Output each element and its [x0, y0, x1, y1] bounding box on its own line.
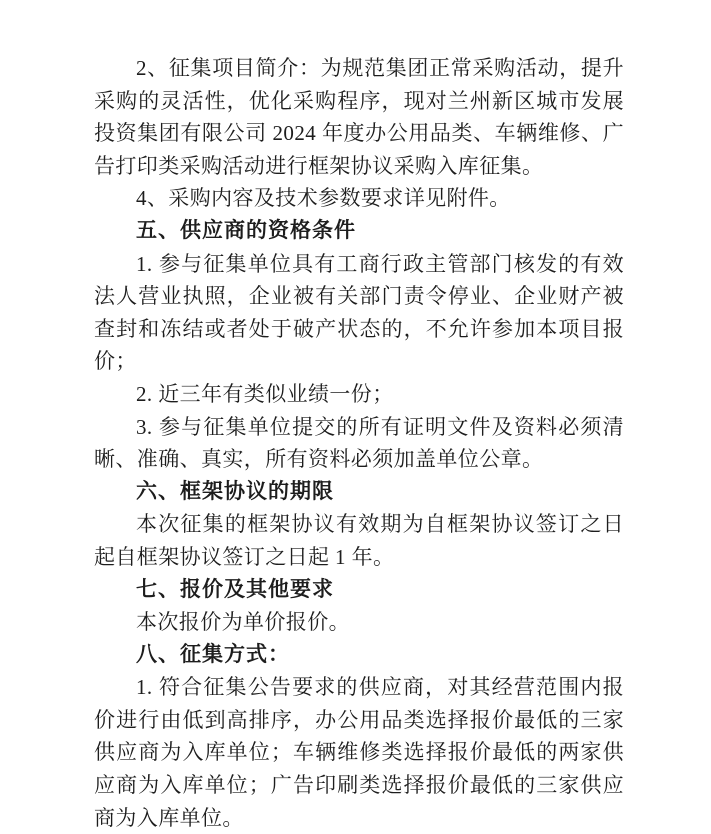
heading-framework-agreement-term: 六、框架协议的期限 — [136, 479, 334, 503]
paragraph-qualification-2: 2. 近三年有类似业绩一份； — [136, 381, 394, 406]
heading-quotation-requirements: 七、报价及其他要求 — [136, 577, 334, 601]
heading-solicitation-method: 八、征集方式： — [136, 642, 290, 666]
paragraph-procurement-content: 4、采购内容及技术参数要求详见附件。 — [136, 186, 511, 211]
paragraph-agreement-term: 本次征集的框架协议有效期为自框架协议签订之日起自框架协议签订之日起 1 年。 — [94, 512, 624, 569]
paragraph-project-intro: 2、征集项目简介：为规范集团正常采购活动，提升采购的灵活性，优化采购程序，现对兰州新区城市发展投资集团有限公司 2024 年度办公用品类、车辆维修、广告打印类采购活动进行框架协议采购入库征集。 — [94, 56, 624, 178]
paragraph-qualification-3: 3. 参与征集单位提交的所有证明文件及资料必须清晰、准确、真实，所有资料必须加盖单位公章。 — [94, 414, 624, 472]
paragraph-quotation-type: 本次报价为单价报价。 — [136, 610, 350, 635]
paragraph-solicitation-ranking: 1. 符合征集公告要求的供应商，对其经营范围内报价进行由低到高排序，办公用品类选择报价最低的三家供应商为入库单位；车辆维修类选择报价最低的两家供应商为入库单位；广告印刷类选择报价最低的三家供应商为入库单位。 — [94, 675, 624, 830]
paragraph-qualification-1: 1. 参与征集单位具有工商行政主管部门核发的有效法人营业执照，企业被有关部门责令停业、企业财产被查封和冻结或者处于破产状态的，不允许参加本项目报价； — [94, 251, 624, 374]
heading-supplier-qualifications: 五、供应商的资格条件 — [136, 218, 356, 242]
